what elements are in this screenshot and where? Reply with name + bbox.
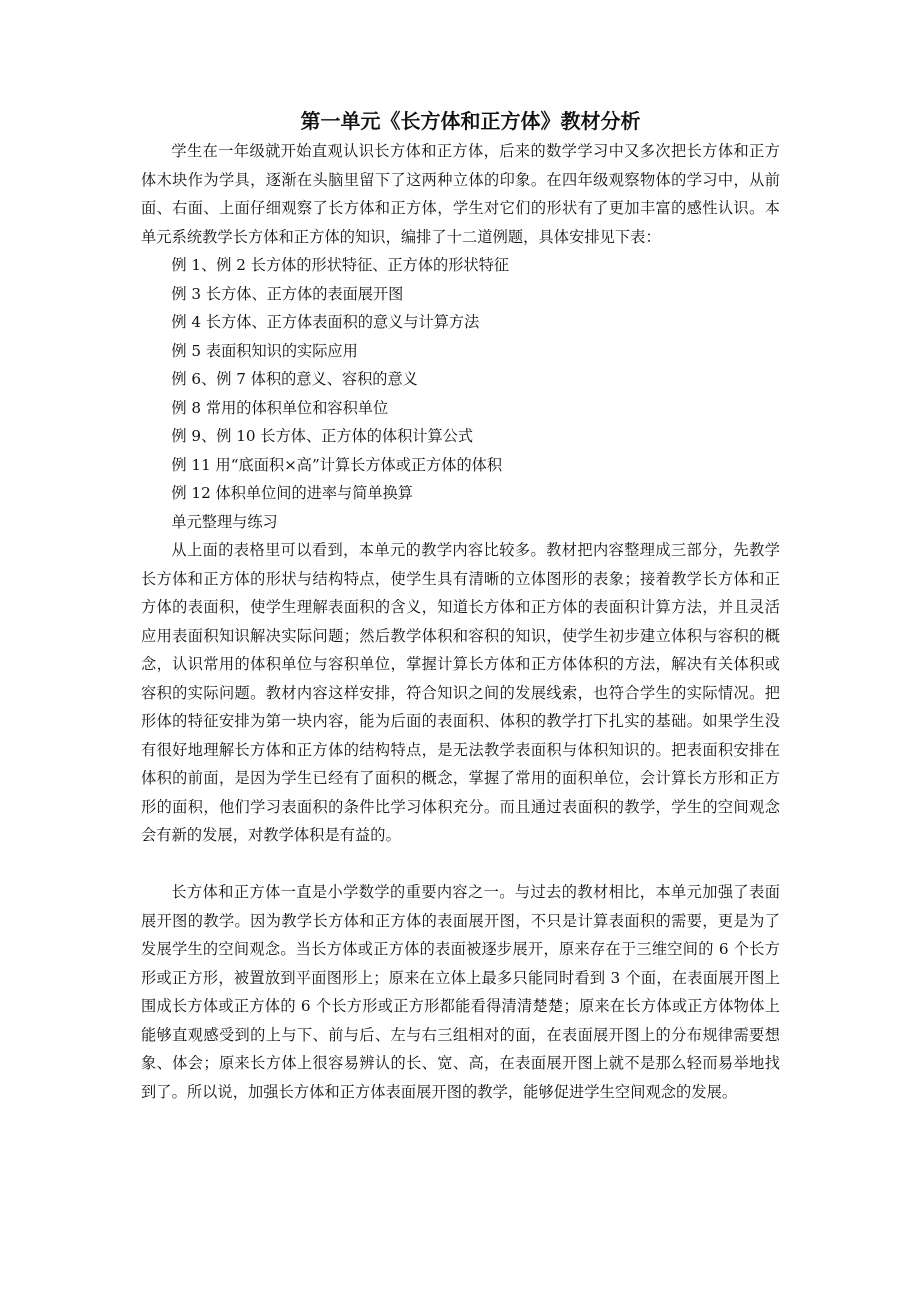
- list-item: 例 12 体积单位间的进率与简单换算: [171, 484, 413, 502]
- list-item: 例 11 用“底面积×高”计算长方体或正方体的体积: [171, 455, 503, 474]
- document-title: 第一单元《长方体和正方体》教材分析: [300, 109, 641, 133]
- list-item: 单元整理与练习: [171, 512, 278, 531]
- list-item: 例 1、例 2 长方体的形状特征、正方体的形状特征: [171, 256, 509, 274]
- list-item: 例 5 表面积知识的实际应用: [171, 341, 358, 360]
- example-list: [141, 251, 780, 536]
- list-item: 例 9、例 10 长方体、正方体的体积计算公式: [171, 427, 474, 445]
- intro-paragraph: 学生在一年级就开始直观认识长方体和正方体，后来的数学学习中又多次把长方体和正方体木块作为学具，逐渐在头脑里留下了这两种立体的印象。在四年级观察物体的学习中，从前面、右面、上面仔细观察了长方体和正方体，学生对它们的形状有了更加丰富的感性认识。本单元系统教学长方体和正方体的知识，编排了十二道例题，具体安排见下表：: [141, 142, 780, 246]
- list-item: 例 6、例 7 体积的意义、容积的意义: [171, 370, 418, 388]
- net-teaching-paragraph: 长方体和正方体一直是小学数学的重要内容之一。与过去的教材相比，本单元加强了表面展开图的教学。因为教学长方体和正方体的表面展开图，不只是计算表面积的需要，更是为了发展学生的空间观念。当长方体或正方体的表面被逐步展开，原来存在于三维空间的 6 个长方形或正方形，被置放到平面图形上；原来在立体上最多只能同时看到 3 个面，在表面展开图上围成长方体或正方体的 6 个长方形或正方形都能看得清清楚楚；原来在长方体或正方体物体上能够直观感受到的上与下、前与后、左与右三组相对的面，在表面展开图上的分布规律需要想象、体会；原来长方体上很容易辨认的长、宽、高，在表面展开图上就不是那么轻而易举地找到了。所以说，加强长方体和正方体表面展开图的教学，能够促进学生空间观念的发展。: [141, 883, 780, 1101]
- paragraph-spacer: [141, 850, 780, 879]
- list-item: 例 3 长方体、正方体的表面展开图: [171, 284, 404, 303]
- analysis-paragraph: 从上面的表格里可以看到，本单元的教学内容比较多。教材把内容整理成三部分，先教学长方体和正方体的形状与结构特点，使学生具有清晰的立体图形的表象；接着教学长方体和正方体的表面积，使学生理解表面积的含义，知道长方体和正方体的表面积计算方法，并且灵活应用表面积知识解决实际问题；然后教学体积和容积的知识，使学生初步建立体积与容积的概念，认识常用的体积单位与容积单位，掌握计算长方体和正方体体积的方法，解决有关体积或容积的实际问题。教材内容这样安排，符合知识之间的发展线索，也符合学生的实际情况。把形体的特征安排为第一块内容，能为后面的表面积、体积的教学打下扎实的基础。如果学生没有很好地理解长方体和正方体的结构特点，是无法教学表面积与体积知识的。把表面积安排在体积的前面，是因为学生已经有了面积的概念，掌握了常用的面积单位，会计算长方形和正方形的面积，他们学习表面积的条件比学习体积充分。而且通过表面积的教学，学生的空间观念会有新的发展，对教学体积是有益的。: [141, 541, 780, 844]
- list-item: 例 4 长方体、正方体表面积的意义与计算方法: [171, 313, 480, 331]
- document-page: [141, 108, 780, 1106]
- list-item: 例 8 常用的体积单位和容积单位: [171, 398, 389, 417]
